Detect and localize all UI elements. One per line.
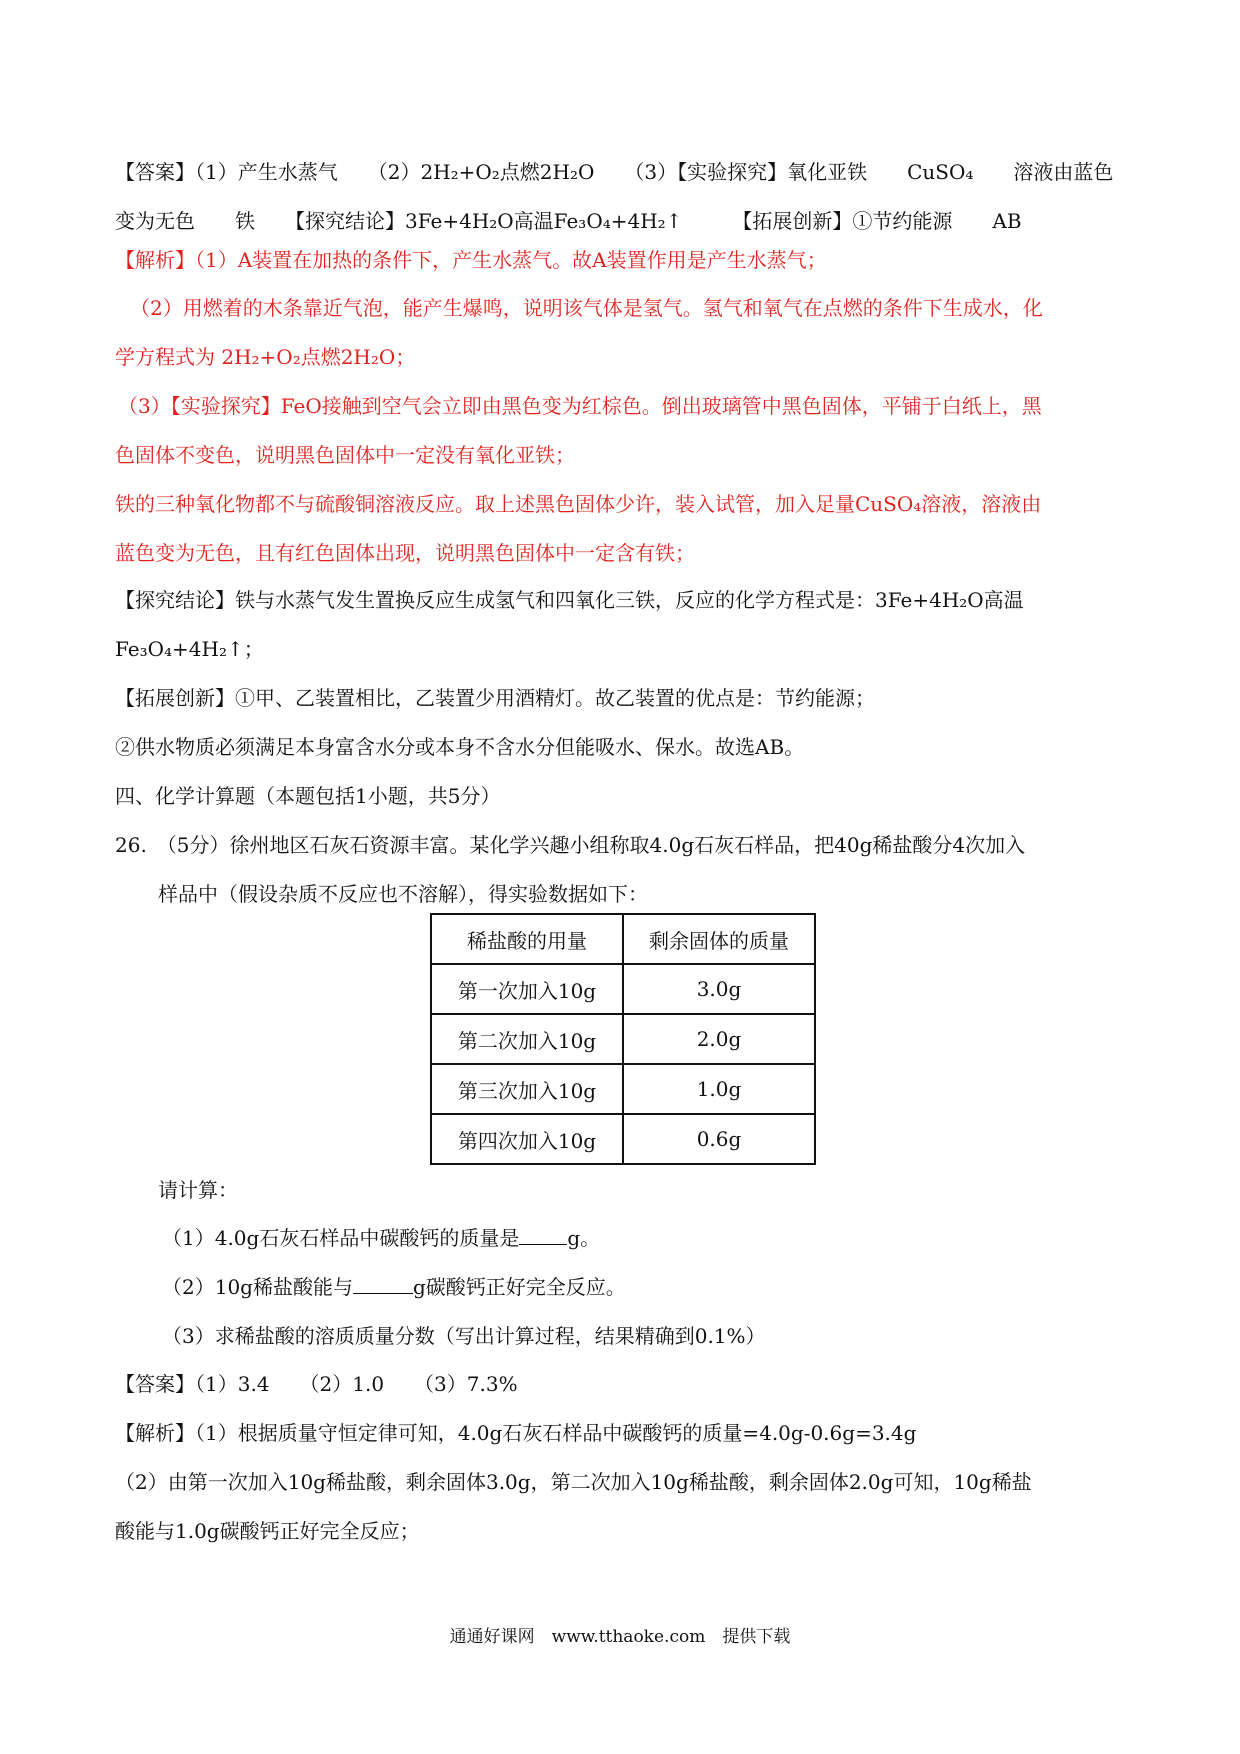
analysis-line-1: 【解析】（1）A装置在加热的条件下，产生水蒸气。故A装置作用是产生水蒸气；	[115, 248, 827, 272]
analysis-26-line-3: 酸能与1.0g碳酸钙正好完全反应；	[115, 1519, 420, 1543]
table-cell: 0.6g	[623, 1114, 815, 1164]
conclusion-line-2: Fe₃O₄+4H₂↑；	[115, 637, 264, 661]
table-cell: 第四次加入10g	[431, 1114, 623, 1164]
analysis-line-4: （3）【实验探究】FeO接触到空气会立即由黑色变为红棕色。倒出玻璃管中黑色固体，平铺于白纸上，黑	[118, 394, 1042, 418]
answer-blank	[353, 1273, 413, 1294]
experiment-data-table	[430, 913, 816, 1165]
sub-question-2	[162, 1273, 626, 1301]
conclusion-line-1: 【探究结论】铁与水蒸气发生置换反应生成氢气和四氧化三铁，反应的化学方程式是：3Fe+4H₂O高温	[115, 588, 1024, 612]
analysis-line-2: （2）用燃着的木条靠近气泡，能产生爆鸣，说明该气体是氢气。氢气和氧气在点燃的条件下生成水，化	[130, 296, 1043, 320]
table-row	[431, 1114, 815, 1164]
table-row	[431, 1014, 815, 1064]
table-header: 稀盐酸的用量	[431, 914, 623, 964]
analysis-line-5: 色固体不变色，说明黑色固体中一定没有氧化亚铁；	[115, 443, 575, 467]
calc-prompt: 请计算：	[158, 1178, 238, 1202]
table-cell: 第一次加入10g	[431, 964, 623, 1014]
sub-question-2-text: （2）10g稀盐酸能与	[162, 1275, 353, 1299]
section-heading: 四、化学计算题（本题包括1小题，共5分）	[115, 784, 501, 808]
answer-line-1: 【答案】（1）产生水蒸气 （2）2H₂+O₂点燃2H₂O （3）【实验探究】氧化亚铁 CuSO₄ 溶液由蓝色	[115, 160, 1114, 184]
answer-blank	[519, 1224, 567, 1245]
analysis-line-3: 学方程式为 2H₂+O₂点燃2H₂O；	[115, 345, 416, 369]
sub-question-1	[162, 1224, 600, 1252]
table-cell: 2.0g	[623, 1014, 815, 1064]
table-cell: 3.0g	[623, 964, 815, 1014]
innovation-line-2: ②供水物质必须满足本身富含水分或本身不含水分但能吸水、保水。故选AB。	[115, 735, 805, 759]
sub-question-1-text: （1）4.0g石灰石样品中碳酸钙的质量是	[162, 1226, 520, 1250]
answer-26: 【答案】（1）3.4 （2）1.0 （3）7.3%	[115, 1372, 518, 1396]
analysis-26-line-1: 【解析】（1）根据质量守恒定律可知，4.0g石灰石样品中碳酸钙的质量=4.0g-0.6g=3.4g	[115, 1421, 917, 1445]
page-footer: 通通好课网 www.tthaoke.com 提供下载	[449, 1627, 791, 1647]
question-26-line-2: 样品中（假设杂质不反应也不溶解），得实验数据如下：	[158, 882, 648, 906]
table-cell: 1.0g	[623, 1064, 815, 1114]
analysis-line-6: 铁的三种氧化物都不与硫酸铜溶液反应。取上述黑色固体少许，装入试管，加入足量CuSO₄溶液，溶液由	[115, 492, 1042, 516]
table-header: 剩余固体的质量	[623, 914, 815, 964]
sub-question-2-rest: g碳酸钙正好完全反应。	[412, 1275, 626, 1299]
innovation-line-1: 【拓展创新】①甲、乙装置相比，乙装置少用酒精灯。故乙装置的优点是：节约能源；	[115, 686, 875, 710]
table-row	[431, 1064, 815, 1114]
table-cell: 第二次加入10g	[431, 1014, 623, 1064]
table-row	[431, 964, 815, 1014]
table-header-row	[431, 914, 815, 964]
analysis-26-line-2: （2）由第一次加入10g稀盐酸，剩余固体3.0g，第二次加入10g稀盐酸，剩余固体2.0g可知，10g稀盐	[115, 1470, 1032, 1494]
sub-question-3: （3）求稀盐酸的溶质质量分数（写出计算过程，结果精确到0.1%）	[162, 1324, 766, 1348]
analysis-line-7: 蓝色变为无色，且有红色固体出现，说明黑色固体中一定含有铁；	[115, 541, 695, 565]
sub-question-1-unit: g。	[567, 1226, 601, 1250]
question-26-line-1: 26. （5分）徐州地区石灰石资源丰富。某化学兴趣小组称取4.0g石灰石样品，把40g稀盐酸分4次加入	[115, 833, 1026, 857]
answer-line-2: 变为无色 铁 【探究结论】3Fe+4H₂O高温Fe₃O₄+4H₂↑ 【拓展创新】①节约能源 AB	[115, 209, 1022, 233]
table-cell: 第三次加入10g	[431, 1064, 623, 1114]
